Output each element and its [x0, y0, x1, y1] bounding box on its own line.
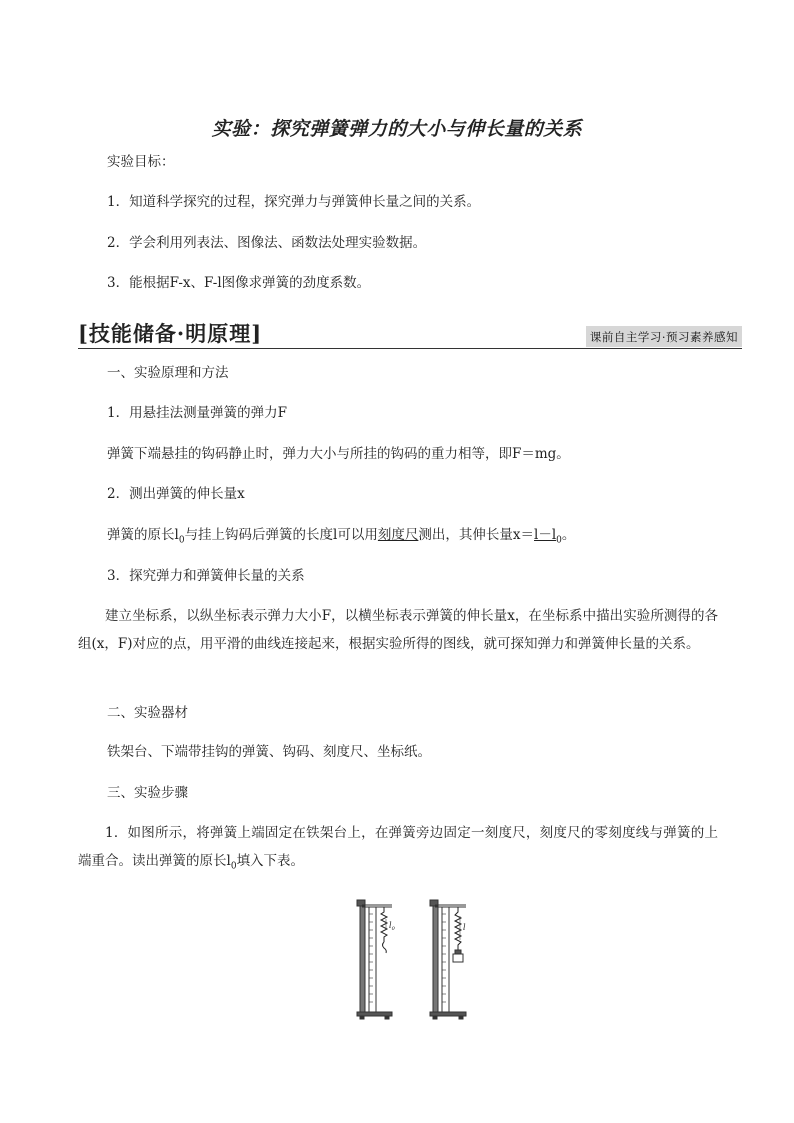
- spring-apparatus-figure: [352, 892, 482, 1022]
- section-title: [技能储备·明原理]: [78, 321, 263, 346]
- principle-text-1: 弹簧下端悬挂的钩码静止时，弹力大小与所挂的钩码的重力相等，即F＝mg。: [107, 446, 570, 462]
- objective-item-1: 1．知道科学探究的过程，探究弹力与弹簧伸长量之间的关系。: [107, 194, 481, 210]
- principle-text-2: [107, 525, 575, 551]
- section-tag: 课前自主学习·预习素养感知: [586, 326, 742, 347]
- steps-heading: 三、实验步骤: [107, 785, 188, 801]
- hook-weight-top: [455, 950, 461, 954]
- text2-part-a: 弹簧的原长l: [107, 527, 179, 543]
- principle-subheading-3: 3．探究弹力和弹簧伸长量的关系: [107, 568, 305, 584]
- text2-part-b: 与挂上钩码后弹簧的长度l可以用: [184, 527, 378, 543]
- step1-subscript: 0: [230, 861, 237, 872]
- principle-subheading-2: 2．测出弹簧的伸长量x: [107, 486, 245, 502]
- left-length-label: $l_0$: [389, 921, 395, 932]
- section-header: [78, 318, 742, 349]
- text2-part-c: 测出，其伸长量x＝: [418, 527, 535, 543]
- left-stand: [357, 900, 392, 1019]
- equipment-heading: 二、实验器材: [107, 705, 188, 721]
- right-length-label: l: [463, 923, 466, 932]
- l0-subscript: 0: [178, 535, 185, 546]
- objective-item-2: 2．学会利用列表法、图像法、函数法处理实验数据。: [107, 235, 427, 251]
- formula-subscript: 0: [556, 535, 562, 546]
- principle-heading: 一、实验原理和方法: [107, 365, 229, 381]
- page-title: 实验：探究弹簧弹力的大小与伸长量的关系: [211, 118, 583, 140]
- step1-part-a: 1．如图所示，将弹簧上端固定在铁架台上，在弹簧旁边固定一刻度尺，刻度尺的零刻度线与弹簧的上端重合。读出弹簧的原长l: [78, 825, 718, 869]
- hook-weight: [453, 954, 463, 962]
- extension-formula: [534, 527, 562, 546]
- principle-text-3: 建立坐标系，以纵坐标表示弹力大小F，以横坐标表示弹簧的伸长量x，在坐标系中描出实验所测得的各组(x，F)对应的点，用平滑的曲线连接起来，根据实验所得的图线，就可探知弹力和弹簧伸长量的关系。: [78, 608, 718, 652]
- ruler-answer: 刻度尺: [377, 527, 419, 543]
- equipment-text: 铁架台、下端带挂钩的弹簧、钩码、刻度尺、坐标纸。: [107, 744, 431, 760]
- text2-end: 。: [561, 527, 576, 543]
- objectives-heading: 实验目标：: [107, 154, 175, 170]
- step1-part-b: 填入下表。: [236, 853, 305, 869]
- step-1-text: [78, 819, 718, 881]
- right-stand: [430, 900, 466, 1019]
- formula-text: l－l: [534, 527, 557, 543]
- objective-item-3: 3．能根据F-x、F-l图像求弹簧的劲度系数。: [107, 275, 371, 291]
- principle-subheading-1: 1．用悬挂法测量弹簧的弹力F: [107, 405, 287, 421]
